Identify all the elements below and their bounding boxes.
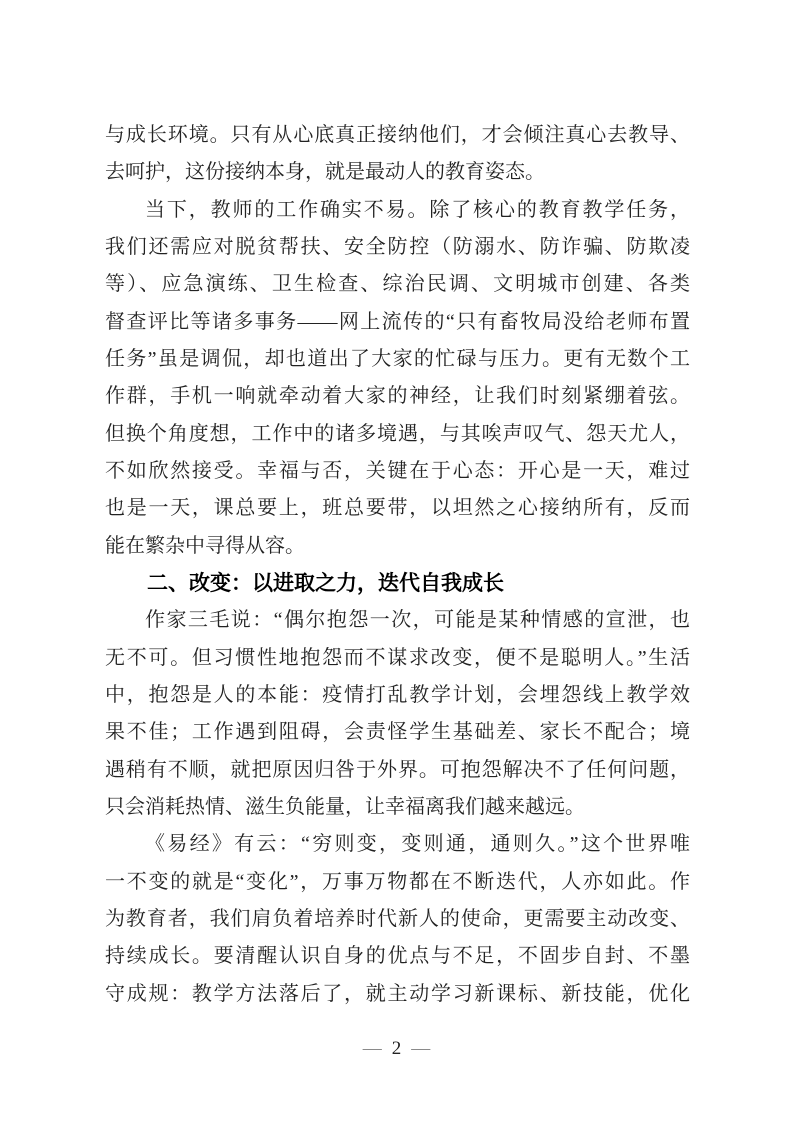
body-line: 与成长环境。只有从心底真正接纳他们，才会倾注真心去教导、 — [105, 124, 690, 146]
body-line: 也是一天，课总要上，班总要带，以坦然之心接纳所有，反而 — [105, 497, 690, 520]
body-line: 无不可。但习惯性地抱怨而不谋求改变，便不是聪明人。”生活 — [105, 646, 690, 669]
body-line: 督查评比等诸多事务——网上流传的“只有畜牧局没给老师布置 — [105, 310, 690, 333]
body-line: 只会消耗热情、滋生负能量，让幸福离我们越来越远。 — [105, 795, 585, 818]
body-line: 《易经》有云：“穷则变，变则通，通则久。”这个世界唯 — [145, 833, 690, 856]
page-footer — [0, 1036, 793, 1062]
body-line: 等）、应急演练、卫生检查、综治民调、文明城市创建、各类 — [105, 273, 690, 296]
body-line: 守成规：教学方法落后了，就主动学习新课标、新技能，优化 — [105, 982, 690, 1005]
body-line: 但换个角度想，工作中的诸多境遇，与其唉声叹气、怨天尤人， — [105, 422, 690, 445]
body-line: 作家三毛说：“偶尔抱怨一次，可能是某种情感的宣泄，也 — [145, 609, 690, 632]
body-line: 去呵护，这份接纳本身，就是最动人的教育姿态。 — [105, 161, 545, 184]
body-line: 能在繁杂中寻得从容。 — [105, 534, 305, 557]
body-line: 任务”虽是调侃，却也道出了大家的忙碌与压力。更有无数个工 — [105, 347, 690, 370]
body-line: 一不变的就是“变化”，万事万物都在不断迭代，人亦如此。作 — [105, 870, 690, 893]
body-line: 不如欣然接受。幸福与否，关键在于心态：开心是一天，难过 — [105, 459, 690, 482]
page-number: 2 — [391, 1038, 402, 1059]
body-line: 当下，教师的工作确实不易。除了核心的教育教学任务， — [145, 198, 690, 221]
document-body — [105, 117, 690, 1013]
body-line: 遇稍有不顺，就把原因归咎于外界。可抱怨解决不了任何问题， — [105, 758, 690, 781]
body-line: 持续成长。要清醒认识自身的优点与不足，不固步自封、不墨 — [105, 945, 690, 968]
section-heading-2: 二、改变：以进取之力，迭代自我成长 — [147, 571, 504, 595]
footer-left-dash: — — [362, 1038, 382, 1059]
body-line: 为教育者，我们肩负着培养时代新人的使命，更需要主动改变、 — [105, 907, 690, 930]
footer-right-dash: — — [411, 1038, 431, 1059]
body-line: 作群，手机一响就牵动着大家的神经，让我们时刻紧绷着弦。 — [105, 385, 690, 408]
body-line: 中，抱怨是人的本能：疫情打乱教学计划，会埋怨线上教学效 — [105, 683, 690, 706]
body-line: 我们还需应对脱贫帮扶、安全防控（防溺水、防诈骗、防欺凌 — [105, 235, 690, 258]
body-line: 果不佳；工作遇到阻碍，会责怪学生基础差、家长不配合；境 — [105, 721, 690, 744]
